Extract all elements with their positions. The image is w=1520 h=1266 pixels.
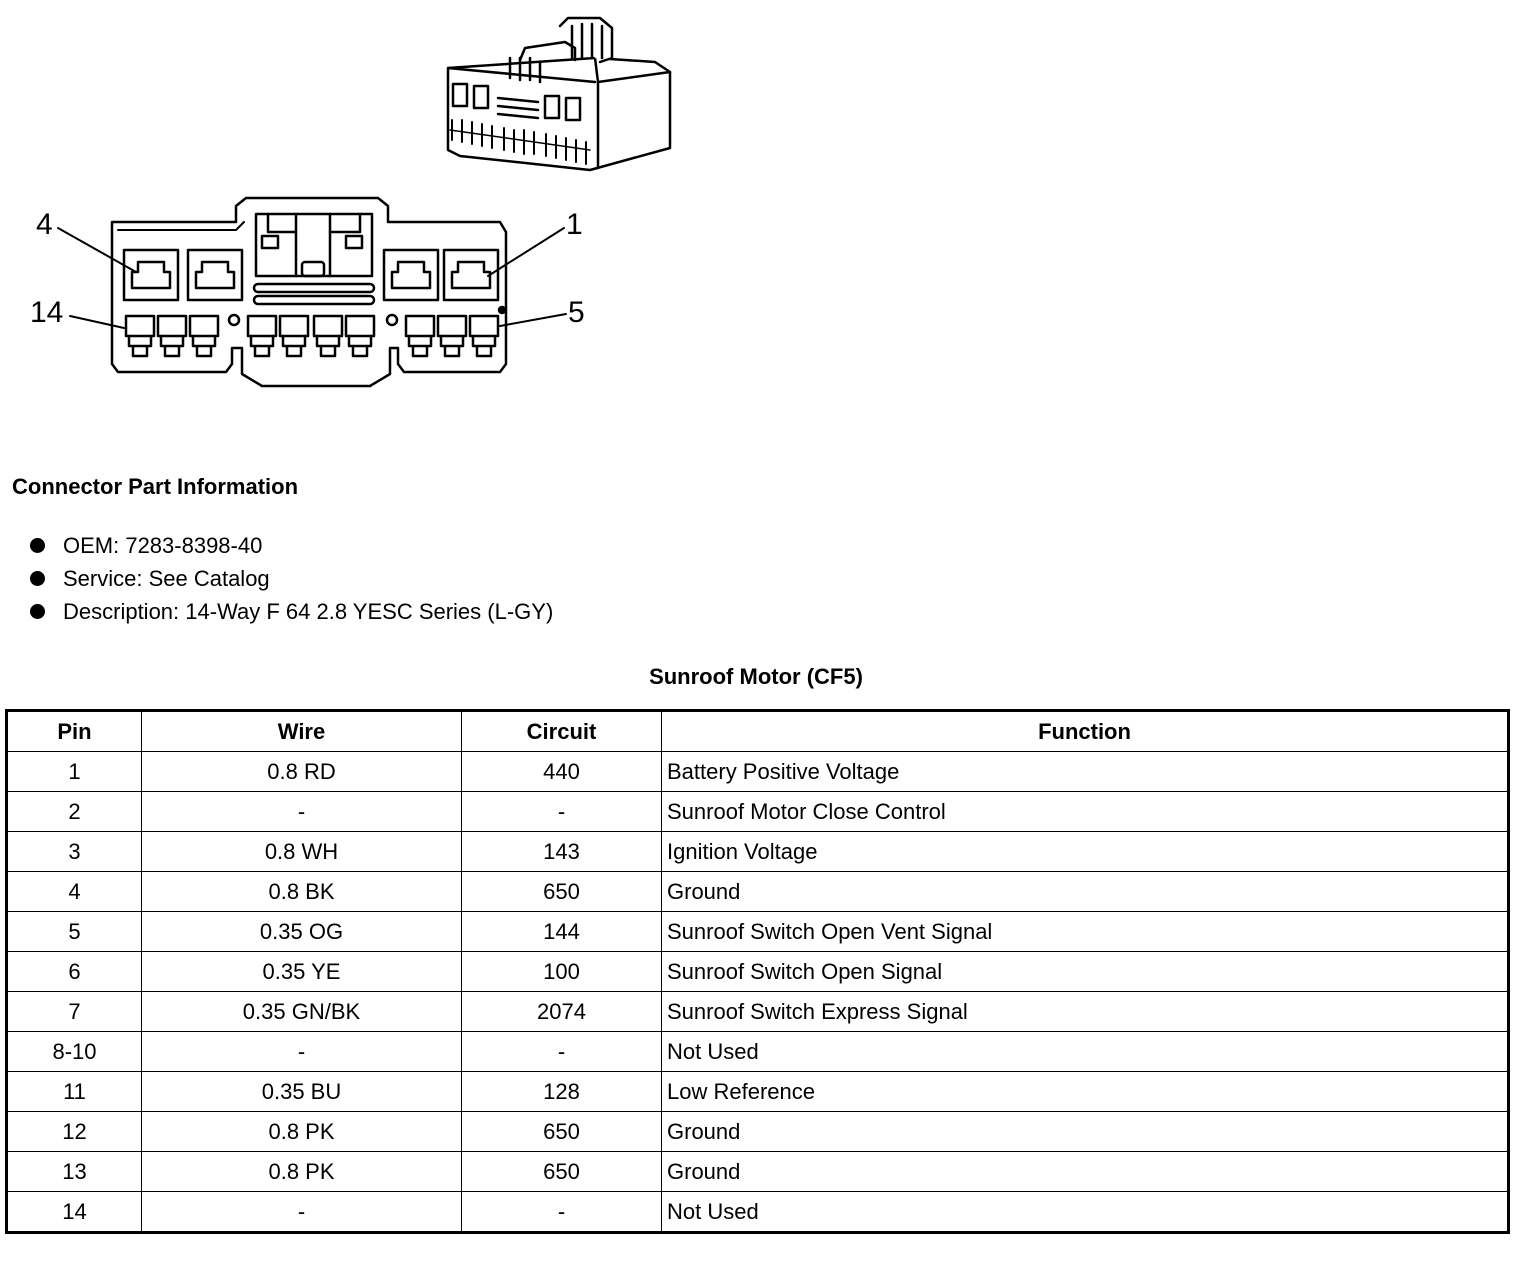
cell-function: Sunroof Switch Open Signal (662, 952, 1509, 992)
cell-wire: 0.35 GN/BK (142, 992, 462, 1032)
cell-pin: 8-10 (7, 1032, 142, 1072)
table-row (7, 1072, 1509, 1112)
callout-pin-1: 1 (566, 208, 583, 241)
cell-circuit: 128 (462, 1072, 662, 1112)
info-text: Description: 14-Way F 64 2.8 YESC Series (L-GY) (63, 598, 554, 624)
callout-pin-5: 5 (568, 296, 585, 329)
header-pin: Pin (7, 711, 142, 752)
cell-circuit: 650 (462, 872, 662, 912)
cell-pin: 1 (7, 752, 142, 792)
info-text: Service: See Catalog (63, 565, 270, 591)
cell-pin: 12 (7, 1112, 142, 1152)
info-text: OEM: 7283-8398-40 (63, 532, 263, 558)
cell-circuit: 143 (462, 832, 662, 872)
header-function: Function (662, 711, 1509, 752)
cell-function: Not Used (662, 1192, 1509, 1233)
table-row (7, 952, 1509, 992)
table-header-row (7, 711, 1509, 752)
cell-function: Sunroof Switch Open Vent Signal (662, 912, 1509, 952)
cell-function: Ground (662, 1112, 1509, 1152)
cell-wire: - (142, 792, 462, 832)
cell-function: Not Used (662, 1032, 1509, 1072)
bullet-icon (30, 604, 45, 619)
cell-pin: 3 (7, 832, 142, 872)
cell-circuit: 144 (462, 912, 662, 952)
table-row (7, 832, 1509, 872)
cell-circuit: - (462, 1032, 662, 1072)
cell-pin: 14 (7, 1192, 142, 1233)
cell-wire: 0.8 PK (142, 1152, 462, 1192)
cell-pin: 6 (7, 952, 142, 992)
connector-diagram (0, 0, 700, 420)
cell-function: Sunroof Switch Express Signal (662, 992, 1509, 1032)
table-row (7, 1192, 1509, 1233)
cell-function: Ignition Voltage (662, 832, 1509, 872)
section-heading: Connector Part Information (12, 474, 299, 499)
cell-wire: 0.8 WH (142, 832, 462, 872)
cell-pin: 7 (7, 992, 142, 1032)
cell-pin: 5 (7, 912, 142, 952)
cell-wire: 0.8 RD (142, 752, 462, 792)
cell-pin: 4 (7, 872, 142, 912)
cell-circuit: - (462, 792, 662, 832)
cell-wire: 0.35 BU (142, 1072, 462, 1112)
cell-circuit: 100 (462, 952, 662, 992)
table-row (7, 992, 1509, 1032)
info-item-oem (28, 529, 553, 562)
cell-circuit: 650 (462, 1112, 662, 1152)
bullet-icon (30, 538, 45, 553)
cell-circuit: 2074 (462, 992, 662, 1032)
table-row (7, 1152, 1509, 1192)
connector-face-view (112, 198, 506, 386)
cell-wire: 0.35 OG (142, 912, 462, 952)
table-row (7, 872, 1509, 912)
cell-function: Battery Positive Voltage (662, 752, 1509, 792)
connector-3d-view (448, 18, 670, 170)
cell-wire: - (142, 1032, 462, 1072)
table-row (7, 912, 1509, 952)
cell-wire: 0.35 YE (142, 952, 462, 992)
header-wire: Wire (142, 711, 462, 752)
cell-wire: - (142, 1192, 462, 1233)
bullet-icon (30, 571, 45, 586)
cell-function: Sunroof Motor Close Control (662, 792, 1509, 832)
callout-pin-14: 14 (30, 296, 64, 329)
pinout-table (5, 709, 1510, 1234)
info-item-description (28, 595, 553, 628)
cell-circuit: 650 (462, 1152, 662, 1192)
callout-pin-4: 4 (36, 208, 53, 241)
table-row (7, 1112, 1509, 1152)
table-row (7, 792, 1509, 832)
cell-wire: 0.8 BK (142, 872, 462, 912)
cell-pin: 13 (7, 1152, 142, 1192)
table-title: Sunroof Motor (CF5) (649, 664, 863, 689)
cell-wire: 0.8 PK (142, 1112, 462, 1152)
cell-pin: 2 (7, 792, 142, 832)
cell-circuit: 440 (462, 752, 662, 792)
cell-function: Ground (662, 1152, 1509, 1192)
info-item-service (28, 562, 553, 595)
cell-pin: 11 (7, 1072, 142, 1112)
header-circuit: Circuit (462, 711, 662, 752)
connector-info-list (28, 529, 553, 628)
cell-function: Low Reference (662, 1072, 1509, 1112)
table-row (7, 752, 1509, 792)
table-row (7, 1032, 1509, 1072)
cell-circuit: - (462, 1192, 662, 1233)
cell-function: Ground (662, 872, 1509, 912)
